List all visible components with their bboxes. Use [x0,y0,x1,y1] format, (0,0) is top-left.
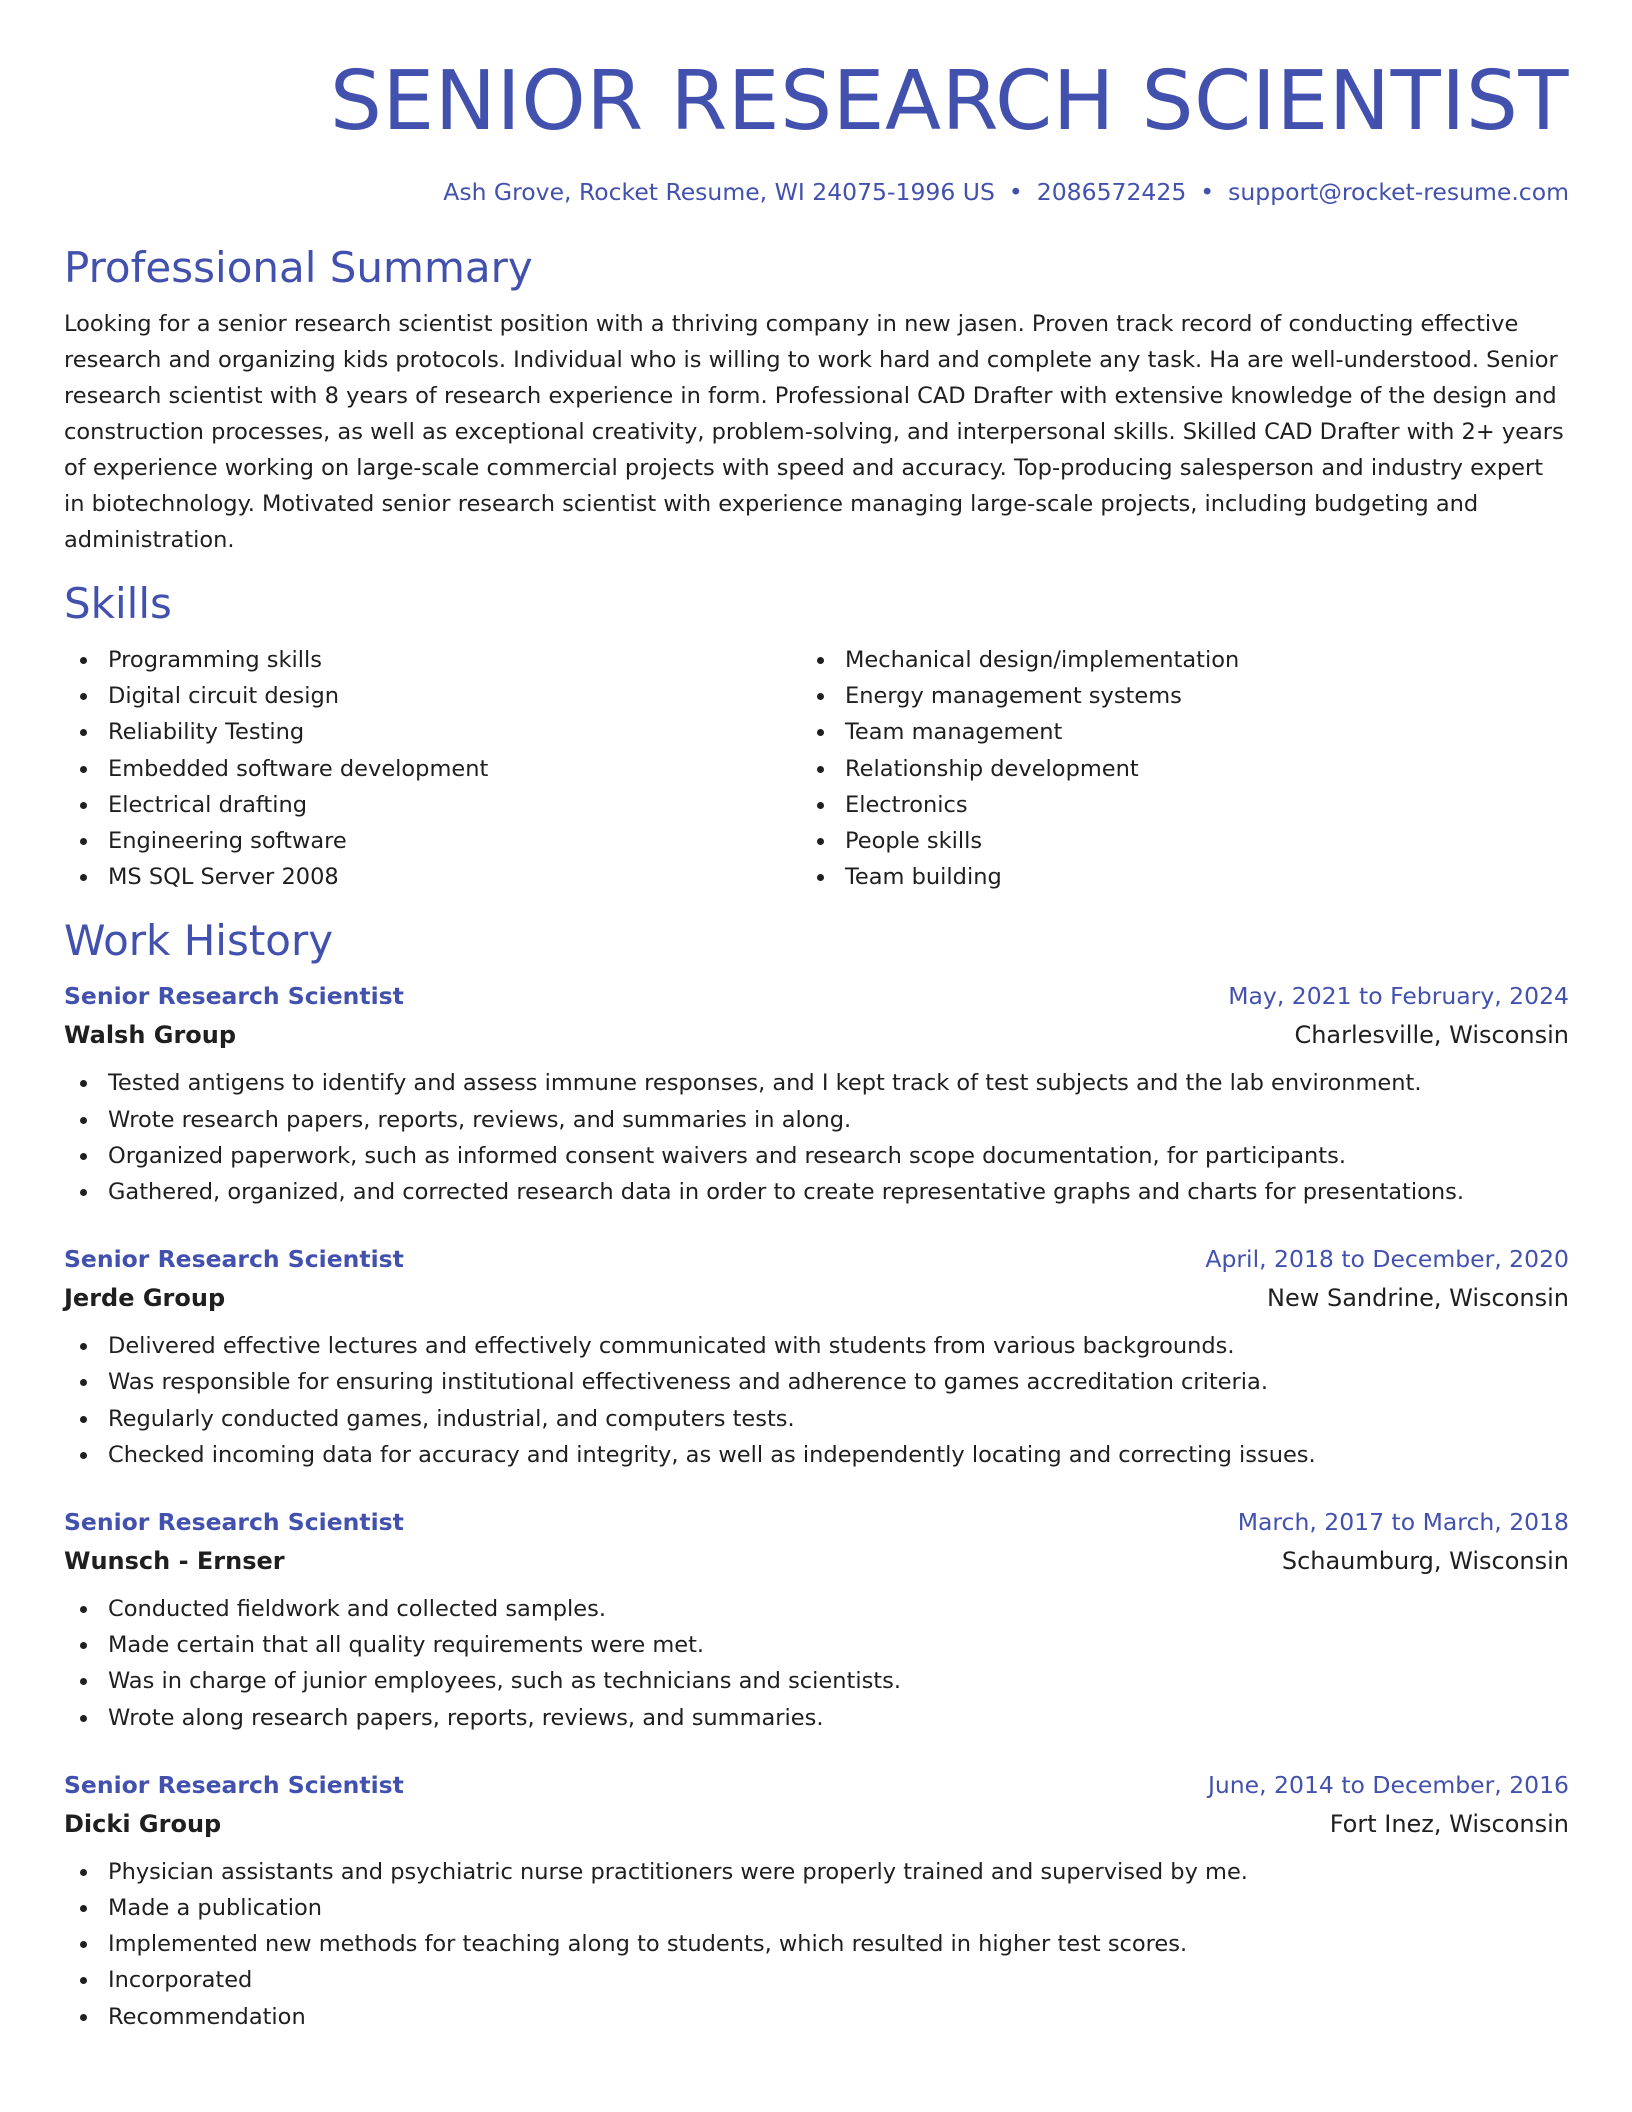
job-bullet: Made a publication [64,1890,1569,1926]
skill-item: Digital circuit design [64,678,801,714]
job-company: Walsh Group [64,1021,237,1050]
skills-heading: Skills [64,579,172,628]
skill-item: Team building [801,859,1538,895]
skill-item: Programming skills [64,642,801,678]
skills-column-right [801,642,1538,895]
job-bullet: Organized paperwork, such as informed consent waivers and research scope documentation, for participants. [64,1138,1569,1174]
job-header-row [64,1240,1569,1278]
job-bullet: Physician assistants and psychiatric nurse practitioners were properly trained and supervised by me. [64,1854,1569,1890]
skill-item: Relationship development [801,751,1538,787]
work-history-heading: Work History [64,916,334,966]
skill-item: Engineering software [64,823,801,859]
job-header-row [64,977,1569,1015]
job-dates: March, 2017 to March, 2018 [1237,1508,1569,1537]
skill-item: Reliability Testing [64,714,801,750]
job-company: Jerde Group [64,1284,226,1313]
contact-separator: • [1200,178,1215,206]
job-bullet: Made certain that all quality requirements were met. [64,1627,1569,1663]
summary-text: Looking for a senior research scientist position with a thriving company in new jasen. Proven track record of conducting effective research and organizing kids protocols. Individual who is willing to work hard and complete any task. Ha are well-understood. Senior research scientist with 8 years of research experience in form. Professional CAD Drafter with extensive knowledge of the design and construction processes, as well as exceptional creativity, problem-solving, and interpersonal skills. Skilled CAD Drafter with 2+ years of experience working on large-scale commercial projects with speed and accuracy. Top-producing salesperson and industry expert in biotechnology. Motivated senior research scientist with experience managing large-scale projects, including budgeting and administration. [64,311,1564,553]
job-dates: June, 2014 to December, 2016 [1207,1770,1569,1799]
job-title: Senior Research Scientist [64,1245,404,1274]
contact-email[interactable]: support@rocket-resume.com [1228,178,1569,206]
job-header-row [64,1766,1569,1804]
skill-item: People skills [801,823,1538,859]
job-title: Senior Research Scientist [64,1508,404,1537]
skill-item: Energy management systems [801,678,1538,714]
summary-heading: Professional Summary [64,243,533,292]
job-bullets [64,1854,1569,2035]
job-entry [64,1766,1569,2035]
job-dates: May, 2021 to February, 2024 [1228,982,1569,1011]
contact-address: Ash Grove, Rocket Resume, WI 24075-1996 US [443,178,995,206]
job-bullet: Delivered effective lectures and effectively communicated with students from various backgrounds. [64,1328,1569,1364]
job-title: Senior Research Scientist [64,1770,404,1799]
job-bullet: Tested antigens to identify and assess immune responses, and I kept track of test subjects and the lab environment. [64,1065,1569,1101]
job-header-row [64,1503,1569,1541]
job-bullet: Implemented new methods for teaching along to students, which resulted in higher test scores. [64,1926,1569,1962]
job-location: Schaumburg, Wisconsin [1281,1547,1569,1576]
work-history-section [64,915,1569,2034]
job-company-row [64,1278,1569,1318]
job-bullet: Conducted fieldwork and collected samples. [64,1591,1569,1627]
job-entry [64,1240,1569,1473]
job-company-row [64,1015,1569,1055]
resume-header [64,52,1569,208]
job-bullets [64,1328,1569,1473]
job-bullet: Regularly conducted games, industrial, and computers tests. [64,1401,1569,1437]
skill-item: Electrical drafting [64,787,801,823]
job-bullet: Wrote along research papers, reports, reviews, and summaries. [64,1700,1569,1736]
skill-item: Team management [801,714,1538,750]
job-title: Senior Research Scientist [64,982,404,1011]
job-bullet: Checked incoming data for accuracy and integrity, as well as independently locating and correcting issues. [64,1437,1569,1473]
job-location: Fort Inez, Wisconsin [1329,1809,1569,1838]
skill-item: Mechanical design/implementation [801,642,1538,678]
job-bullet: Was in charge of junior employees, such as technicians and scientists. [64,1663,1569,1699]
job-location: New Sandrine, Wisconsin [1267,1284,1569,1313]
skills-column-left [64,642,801,895]
job-entry [64,977,1569,1210]
job-bullet: Gathered, organized, and corrected research data in order to create representative graphs and charts for presentations. [64,1174,1569,1210]
contact-separator: • [1008,178,1023,206]
job-bullets [64,1065,1569,1210]
job-company-row [64,1541,1569,1581]
job-bullet: Was responsible for ensuring institutional effectiveness and adherence to games accreditation criteria. [64,1364,1569,1400]
job-dates: April, 2018 to December, 2020 [1205,1245,1569,1274]
skills-grid [64,642,1569,895]
job-bullet: Wrote research papers, reports, reviews, and summaries in along. [64,1102,1569,1138]
job-bullets [64,1591,1569,1736]
skill-item: Electronics [801,787,1538,823]
contact-line [64,176,1569,208]
job-company-row [64,1804,1569,1844]
job-location: Charlesville, Wisconsin [1294,1021,1569,1050]
skill-item: Embedded software development [64,751,801,787]
job-entry [64,1503,1569,1736]
summary-section [64,242,1569,558]
skills-section [64,578,1569,895]
contact-phone: 2086572425 [1036,178,1187,206]
job-bullet: Incorporated [64,1962,1569,1998]
skill-item: MS SQL Server 2008 [64,859,801,895]
job-company: Wunsch - Ernser [64,1547,285,1576]
job-bullet: Recommendation [64,1999,1569,2035]
candidate-name: SENIOR RESEARCH SCIENTIST [329,54,1569,149]
job-company: Dicki Group [64,1809,222,1838]
